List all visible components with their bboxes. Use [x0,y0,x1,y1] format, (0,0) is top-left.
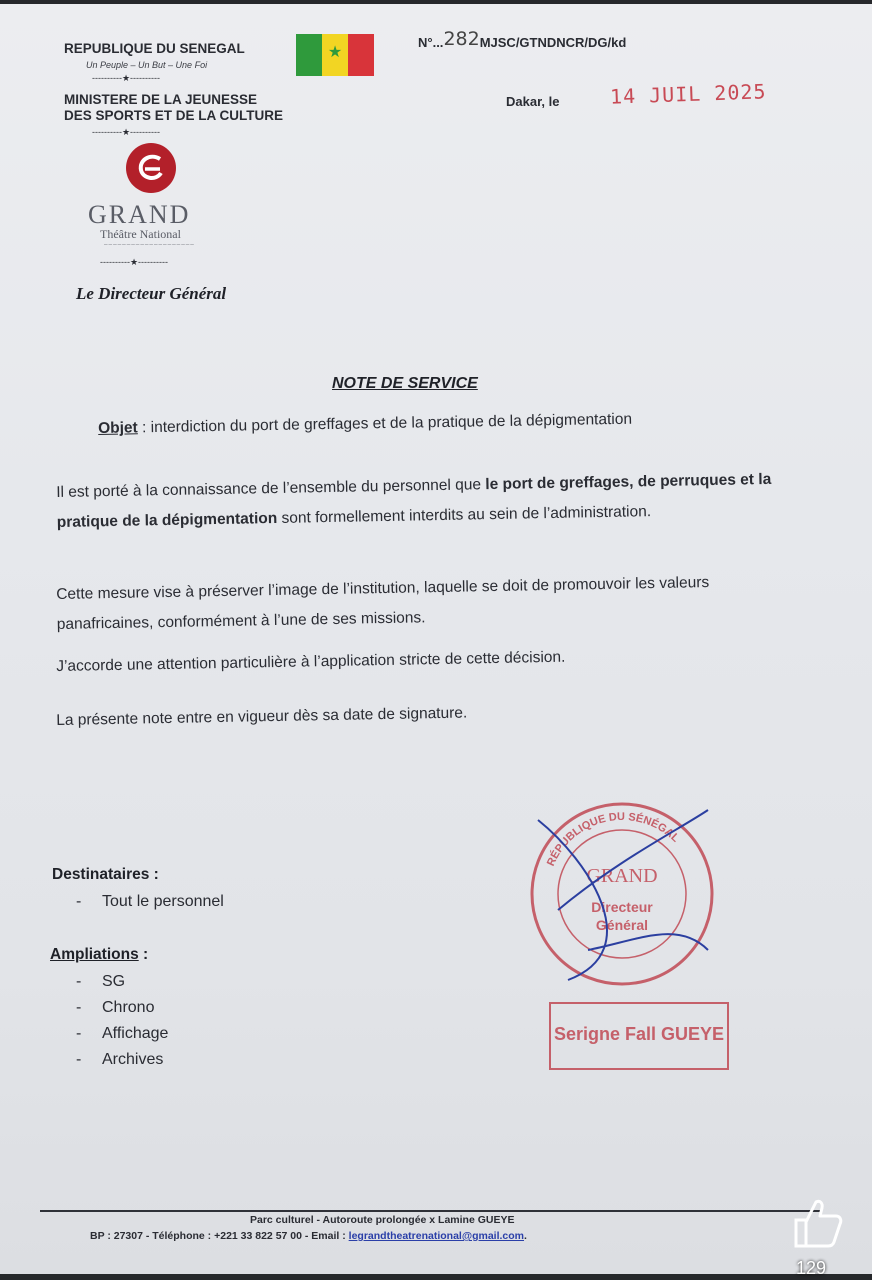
reference-suffix: MJSC/GTNDNCR/DG/kd [479,35,627,50]
star-separator: ----------★---------- [92,127,161,137]
list-item [76,973,125,991]
subject-text: : interdiction du port de greffages et de la pratique de la dépigmentation [137,410,633,437]
handwritten-signature [538,810,708,980]
subject-label: Objet [98,419,138,437]
dash: - [76,973,82,990]
dash: - [76,999,82,1016]
recipients-label: Destinataires [52,866,150,883]
flag-green-band [296,34,322,76]
dash: - [76,1051,82,1068]
senegal-flag [296,34,374,76]
list-item [76,1025,168,1043]
grand-theatre-logo-icon [126,143,176,193]
copy-recipient: Archives [102,1051,164,1068]
body-paragraph-1 [56,464,802,538]
footer-email-link[interactable]: legrandtheatrenational@gmail.com [348,1230,525,1242]
place-label: Dakar, le [506,94,560,109]
signatory-title: Le Directeur Général [76,284,227,303]
signer-name: Serigne Fall GUEYE [553,1024,725,1044]
copies-label: Ampliations [50,946,139,963]
top-edge [0,0,872,4]
republic-heading: REPUBLIQUE DU SENEGAL [64,41,245,56]
seal-center-line-1: GRAND [586,865,658,887]
list-item [76,893,224,911]
body-paragraph-3: J’accorde une attention particulière à l’application stricte de cette décision. [56,648,566,675]
copy-recipient: SG [102,973,126,990]
reference-number [418,30,626,52]
recipients-heading [52,866,159,884]
dash: - [76,893,82,910]
star-separator: ----------★---------- [92,73,161,83]
bottom-edge [0,1274,872,1280]
dash: - [76,1025,82,1042]
seal-center-line-2: Directeur [591,899,653,915]
copies-heading [50,946,148,964]
ministry-line-2: DES SPORTS ET DE LA CULTURE [64,108,284,123]
copy-recipient: Chrono [102,999,155,1016]
signature-name-stamp [549,1002,729,1070]
list-item [76,999,154,1017]
note-title: NOTE DE SERVICE [332,375,478,392]
body-paragraph-4: La présente note entre en vigueur dès sa date de signature. [56,704,468,729]
date-stamp: 14 JUIL 2025 [609,79,767,109]
star-icon: ★ [327,44,343,61]
list-item [76,1051,163,1069]
flag-red-band [348,34,374,76]
p1-end: sont formellement interdits au sein de l’administration. [277,503,652,527]
p1-bold: le port de greffages, de perruques et la pratique de la dépigmentation [56,470,772,531]
national-motto: Un Peuple – Un But – Une Foi [86,60,208,70]
seal-ring-text: RÉPUBLIQUE DU SÉNÉGAL [544,810,682,869]
recipients-colon: : [149,866,159,883]
official-seal-stamp [528,800,716,988]
body-paragraph-2: Cette mesure vise à préserver l’image de l’institution, laquelle se doit de promouvoir les valeurs panafricaines, conformément à l’une de ses missions. [56,574,710,633]
logo-subtitle: Théâtre National [100,227,181,241]
p1-start: Il est porté à la connaissance de l’ensemble du personnel que [56,476,486,501]
footer-contact-end: . [524,1230,527,1242]
flag-yellow-band [322,34,348,76]
reference-prefix: N°... [418,35,444,50]
logo-wordmark: GRAND [88,200,191,229]
footer-divider [40,1210,822,1212]
thumbs-up-icon[interactable] [788,1194,844,1250]
like-count: 129 [796,1258,827,1278]
copy-recipient: Affichage [102,1025,169,1042]
copies-colon: : [138,946,149,963]
footer-address: Parc culturel - Autoroute prolongée x Lamine GUEYE [250,1214,515,1226]
ministry-line-1: MINISTERE DE LA JEUNESSE [64,92,258,107]
footer-contact [90,1230,527,1242]
logo-tagline-rule: ──────────────────── [104,242,195,248]
subject-line [98,411,632,438]
recipient: Tout le personnel [102,893,224,910]
star-separator: ----------★---------- [100,257,169,267]
seal-center-line-3: Général [595,917,649,933]
ministry-heading [64,92,283,124]
reference-handwritten-number: 282 [443,28,480,50]
footer-contact-text: BP : 27307 - Téléphone : +221 33 822 57 00 - Email : [90,1230,349,1242]
